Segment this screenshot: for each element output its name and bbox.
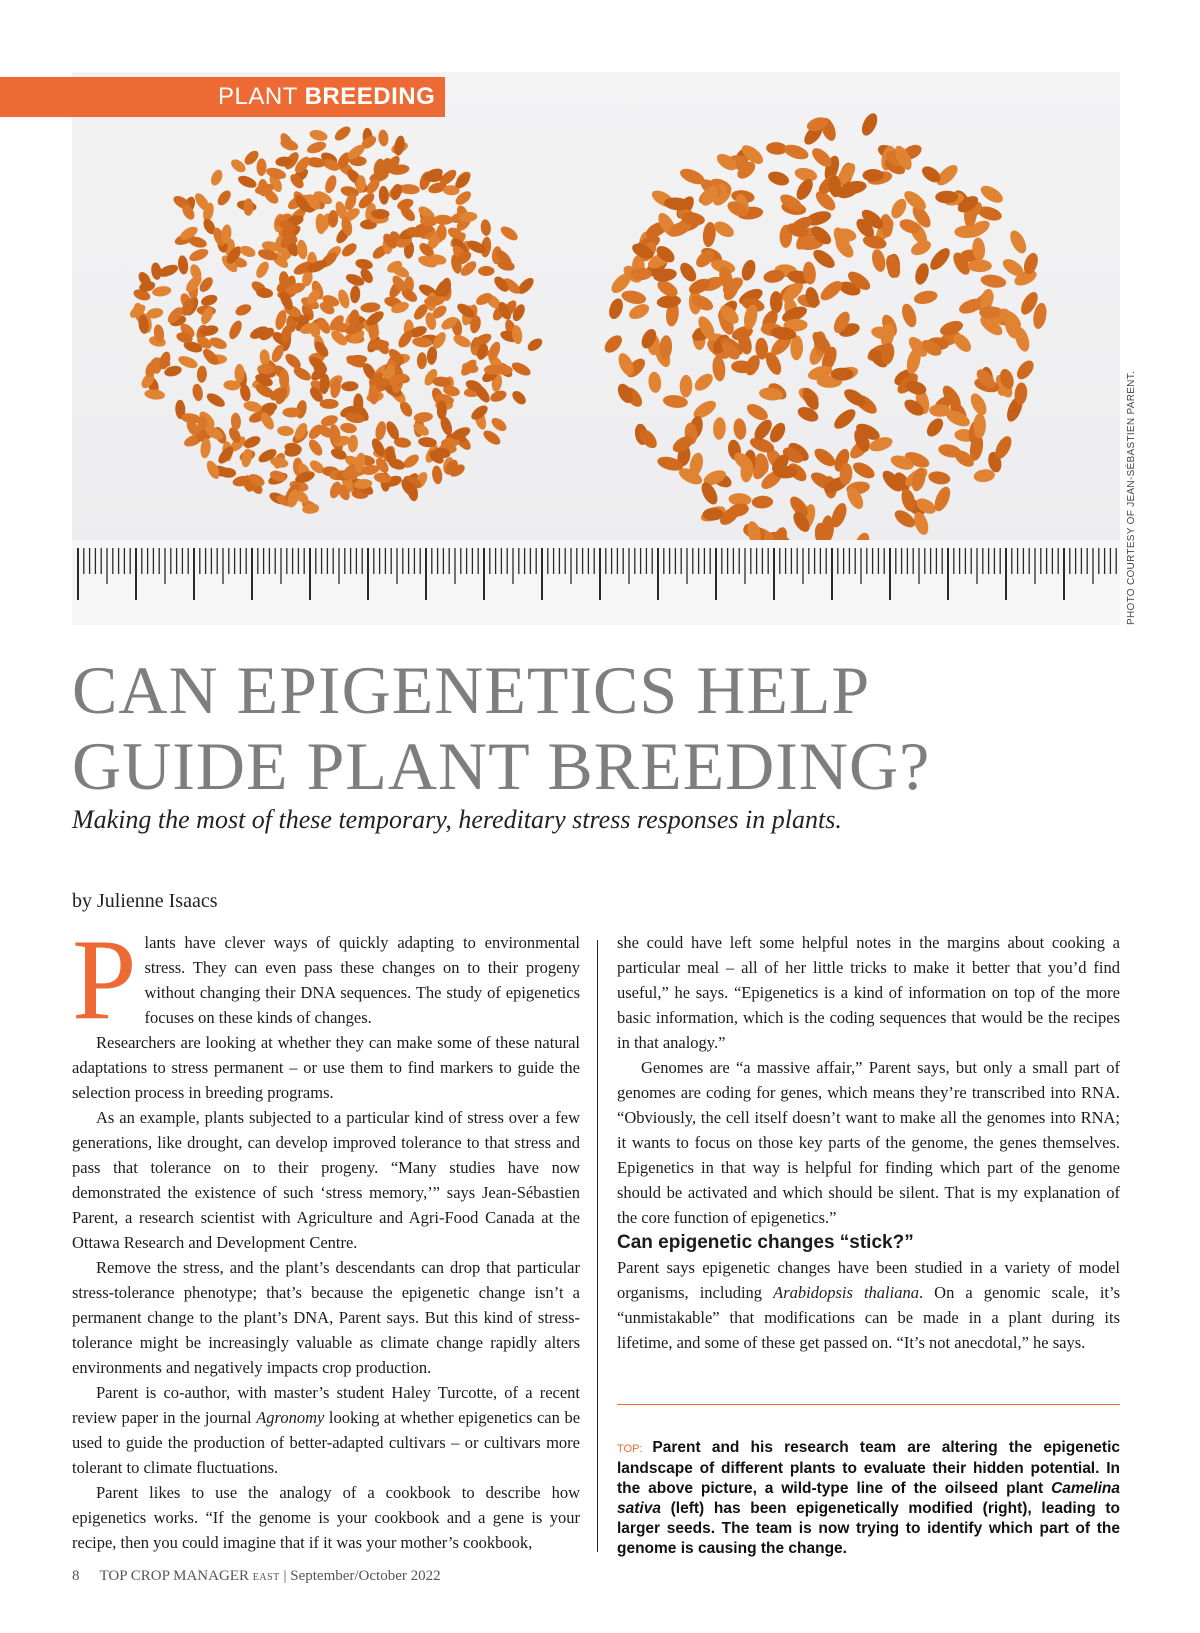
magazine-name: TOP CROP MANAGER: [99, 1568, 249, 1584]
seed: [378, 129, 390, 147]
seed: [254, 260, 272, 281]
seed: [215, 188, 233, 208]
seed: [711, 355, 726, 382]
seed: [927, 245, 954, 273]
seed: [859, 111, 881, 138]
seed-cluster-wild-type: [128, 124, 545, 516]
seed: [243, 198, 253, 215]
seed: [831, 368, 854, 381]
paragraph: Plants have clever ways of quickly adapting to environmental stress. They can even pass these changes on to their progeny without changing their DNA sequences. The study of epigenetics focuses on these kinds of changes.: [72, 916, 580, 1044]
seed: [979, 306, 1001, 319]
seed: [308, 128, 328, 142]
seed: [336, 288, 351, 310]
seed: [510, 388, 529, 407]
seed: [973, 468, 996, 483]
paragraph: she could have left some helpful notes in the margins about cooking a particular meal – all of her little tricks to make it better that you’d find useful,” he says. “Epigenetics is a kind of information on top of the more basic information, which is the coding sequences that would be the recipes in that analogy.”: [617, 933, 1120, 1052]
column-divider: [597, 940, 598, 1552]
seed: [913, 262, 931, 287]
seed: [751, 495, 773, 509]
seed: [647, 371, 662, 393]
seed: [1007, 228, 1029, 256]
article-title: [72, 652, 1132, 804]
seed: [498, 224, 520, 243]
seed: [978, 182, 1006, 206]
seed: [277, 425, 294, 436]
seed: [227, 319, 245, 341]
seed: [967, 259, 992, 272]
seed: [452, 333, 473, 350]
edition-label: EAST: [252, 1572, 280, 1583]
seed: [306, 437, 325, 458]
seed: [177, 255, 189, 275]
seed: [481, 428, 503, 448]
seed: [924, 415, 947, 439]
photo-caption: TOP: Parent and his research team are altering the epigenetic landscape of different plants to evaluate their hidden potential. In the above picture, a wild-type line of the oilseed plant Camelina sativa (left) has been epigenetically modified (right), leading to larger seeds. The team is now trying to identify which part of the genome is causing the change.: [617, 1439, 1120, 1557]
seed: [378, 186, 389, 205]
seed: [480, 219, 492, 237]
page-number: 8: [72, 1568, 80, 1584]
seed: [426, 346, 438, 365]
seed: [323, 174, 339, 195]
seed: [766, 169, 791, 188]
paragraph: As an example, plants subjected to a particular kind of stress over a few generations, like drought, can develop improved tolerance to that stress and pass that tolerance on to their progeny. “Many studies have now demonstrated the existence of such ‘stress memory,’” says Jean-Sébastien Parent, a research scientist with Agriculture and Agri-Food Canada at the Ottawa Research and Development Centre.: [72, 1108, 580, 1252]
seed: [242, 434, 262, 451]
seed: [899, 302, 919, 329]
seed: [677, 260, 699, 285]
seed: [870, 248, 887, 273]
seed: [144, 388, 166, 400]
paragraph: Genomes are “a massive affair,” Parent says, but only a small part of genomes are coding for genes, which means they’re transcribed into RNA. “Obviously, the cell itself doesn’t want to make all the genomes into RNA; it wants to focus on those key parts of the genome, the genes themselves. Epigenetics in that way is helpful for finding which part of the genome should be activated and which should be silent. That is my explanation of the core function of epigenetics.”: [617, 1058, 1120, 1227]
seed: [1014, 358, 1037, 383]
seed: [733, 418, 748, 441]
seed: [601, 332, 625, 356]
seed: [256, 158, 266, 176]
seed: [340, 241, 360, 259]
seed: [350, 285, 361, 303]
page-footer: [72, 1568, 441, 1585]
seed: [627, 301, 652, 322]
seed: [913, 289, 939, 306]
seed: [200, 293, 219, 308]
seed: [489, 388, 508, 403]
seed: [393, 135, 406, 157]
seed: [347, 434, 358, 452]
paragraph: Researchers are looking at whether they can make some of these natural adaptations to stress permanent – or use them to find markers to guide the selection process in breeding programs.: [72, 1033, 580, 1102]
seed: [296, 239, 309, 260]
seed-cluster-modified: [601, 111, 1048, 556]
seed: [209, 168, 225, 187]
seed: [973, 413, 986, 438]
seed: [478, 266, 494, 276]
caption-divider: [617, 1404, 1120, 1405]
seed: [980, 273, 1007, 289]
seed: [713, 417, 727, 440]
article-column-right: [617, 930, 1120, 1355]
seed: [782, 142, 810, 162]
seed-photo: [72, 72, 1120, 625]
seed: [863, 169, 884, 182]
drop-cap: P: [72, 916, 137, 1044]
seed: [191, 383, 204, 402]
seed-illustration: [72, 72, 1120, 625]
paragraph: Remove the stress, and the plant’s descendants can drop that particular stress-tolerance phenotype; that’s because the epigenetic change isn’t a permanent change to the plant’s DNA, Parent says. But this kind of stress-tolerance might be increasingly valuable as climate change rapidly alters environments and negatively impacts crop production.: [72, 1258, 580, 1377]
paragraph: Parent says epigenetic changes have been studied in a variety of model organisms, including Arabidopsis thaliana. On a genomic scale, it’s “unmistakable” that modifications can be made in a plant during its lifetime, and some of these get passed on. “It’s not anecdotal,” he says.: [617, 1258, 1121, 1352]
seed: [489, 415, 509, 433]
photo-credit: PHOTO COURTESY OF JEAN-SÉBASTIEN PARENT.: [1126, 370, 1137, 625]
seed: [238, 244, 257, 259]
article-column-left: [72, 916, 581, 1555]
ruler: [72, 540, 1120, 625]
seed: [341, 381, 359, 392]
issue-date: | September/October 2022: [279, 1568, 441, 1584]
seed: [811, 445, 838, 470]
seed: [510, 360, 533, 379]
seed: [927, 470, 951, 486]
seed: [417, 352, 427, 369]
seed: [680, 375, 693, 398]
seed: [205, 391, 227, 410]
seed: [320, 399, 339, 409]
seed: [234, 302, 253, 318]
title-line-2: GUIDE PLANT BREEDING?: [72, 728, 931, 804]
seed: [196, 366, 207, 384]
seed: [332, 124, 353, 143]
seed: [399, 183, 420, 195]
article-subtitle: Making the most of these temporary, hereditary stress responses in plants.: [72, 805, 842, 834]
byline: by Julienne Isaacs: [72, 890, 218, 912]
seed: [607, 297, 626, 321]
seed: [188, 246, 211, 263]
seed: [339, 422, 357, 435]
title-line-1: CAN EPIGENETICS HELP: [72, 652, 871, 728]
paragraph: Parent likes to use the analogy of a cookbook to describe how epigenetics works. “If the genome is your cookbook and a gene is your recipe, then you could imagine that if it was your mother’s cookbook,: [72, 1483, 580, 1552]
seed: [691, 370, 715, 394]
seed: [850, 459, 877, 481]
paragraph: Parent is co-author, with master’s student Haley Turcotte, of a recent review paper in the journal Agronomy looking at whether epigenetics can be used to guide the production of better-adapted cultivars – or cultivars more tolerant to climate fluctuations.: [72, 1383, 581, 1477]
seed: [374, 420, 388, 441]
section-subhead: Can epigenetic changes “stick?”: [617, 1232, 914, 1253]
seed: [620, 289, 647, 307]
seed: [739, 258, 758, 282]
seed: [831, 406, 859, 433]
seed: [431, 465, 443, 485]
section-tag: PLANT BREEDING: [0, 77, 445, 117]
seed: [236, 173, 258, 190]
seed: [525, 336, 544, 354]
